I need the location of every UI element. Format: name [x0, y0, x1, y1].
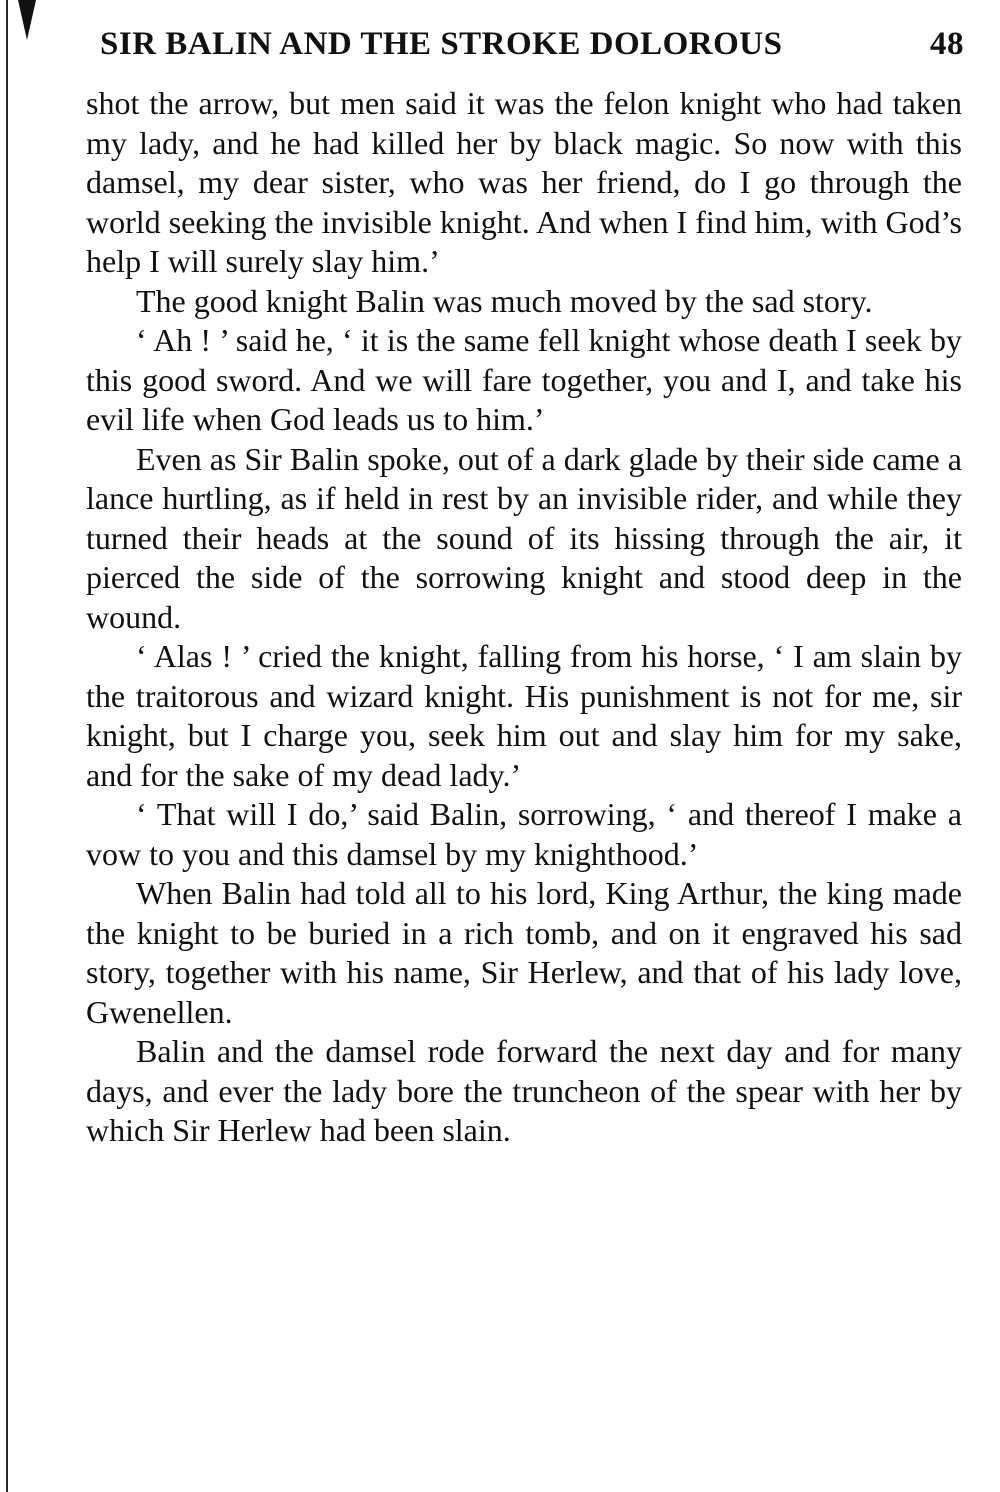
body-text: [86, 84, 962, 1151]
page-binding-edge: [6, 0, 8, 1492]
binding-mark-icon: [18, 0, 36, 40]
paragraph: The good knight Balin was much moved by the sad story.: [136, 282, 873, 319]
paragraph: Even as Sir Balin spoke, out of a dark glade by their side came a lance hurtling, as if held in rest by an invisible rider, and while they turned their heads at the sound of its hissing through the air, it pierced the side of the sorrowing knight and stood deep in the wound.: [86, 440, 962, 635]
paragraph: ‘ Ah ! ’ said he, ‘ it is the same fell knight whose death I seek by this good sword. And we will fare together, you and I, and take his evil life when God leads us to him.’: [86, 322, 962, 437]
paragraph: shot the arrow, but men said it was the felon knight who had taken my lady, and he had killed her by black magic. So now with this damsel, my dear sister, who was her friend, do I go through the world seeking the invisible knight. And when I find him, with God’s help I will surely slay him.’: [86, 85, 962, 279]
paragraph: When Balin had told all to his lord, King Arthur, the king made the knight to be buried in a rich tomb, and on it engraved his sad story, together with his name, Sir Herlew, and that of his lady love, Gwenellen.: [86, 875, 962, 1030]
paragraph: ‘ That will I do,’ said Balin, sorrowing, ‘ and thereof I make a vow to you and this damsel by my knighthood.’: [86, 796, 962, 872]
paragraph: ‘ Alas ! ’ cried the knight, falling from his horse, ‘ I am slain by the traitorous and wizard knight. His punishment is not for me, sir knight, but I charge you, seek him out and slay him for my sake, and for the sake of my dead lady.’: [86, 638, 962, 793]
running-head: [100, 22, 964, 66]
paragraph: Balin and the damsel rode forward the next day and for many days, and ever the lady bore the truncheon of the spear with her by which Sir Herlew had been slain.: [86, 1033, 962, 1148]
running-title: SIR BALIN AND THE STROKE DOLOROUS: [100, 26, 783, 62]
page-number: 48: [930, 26, 964, 62]
